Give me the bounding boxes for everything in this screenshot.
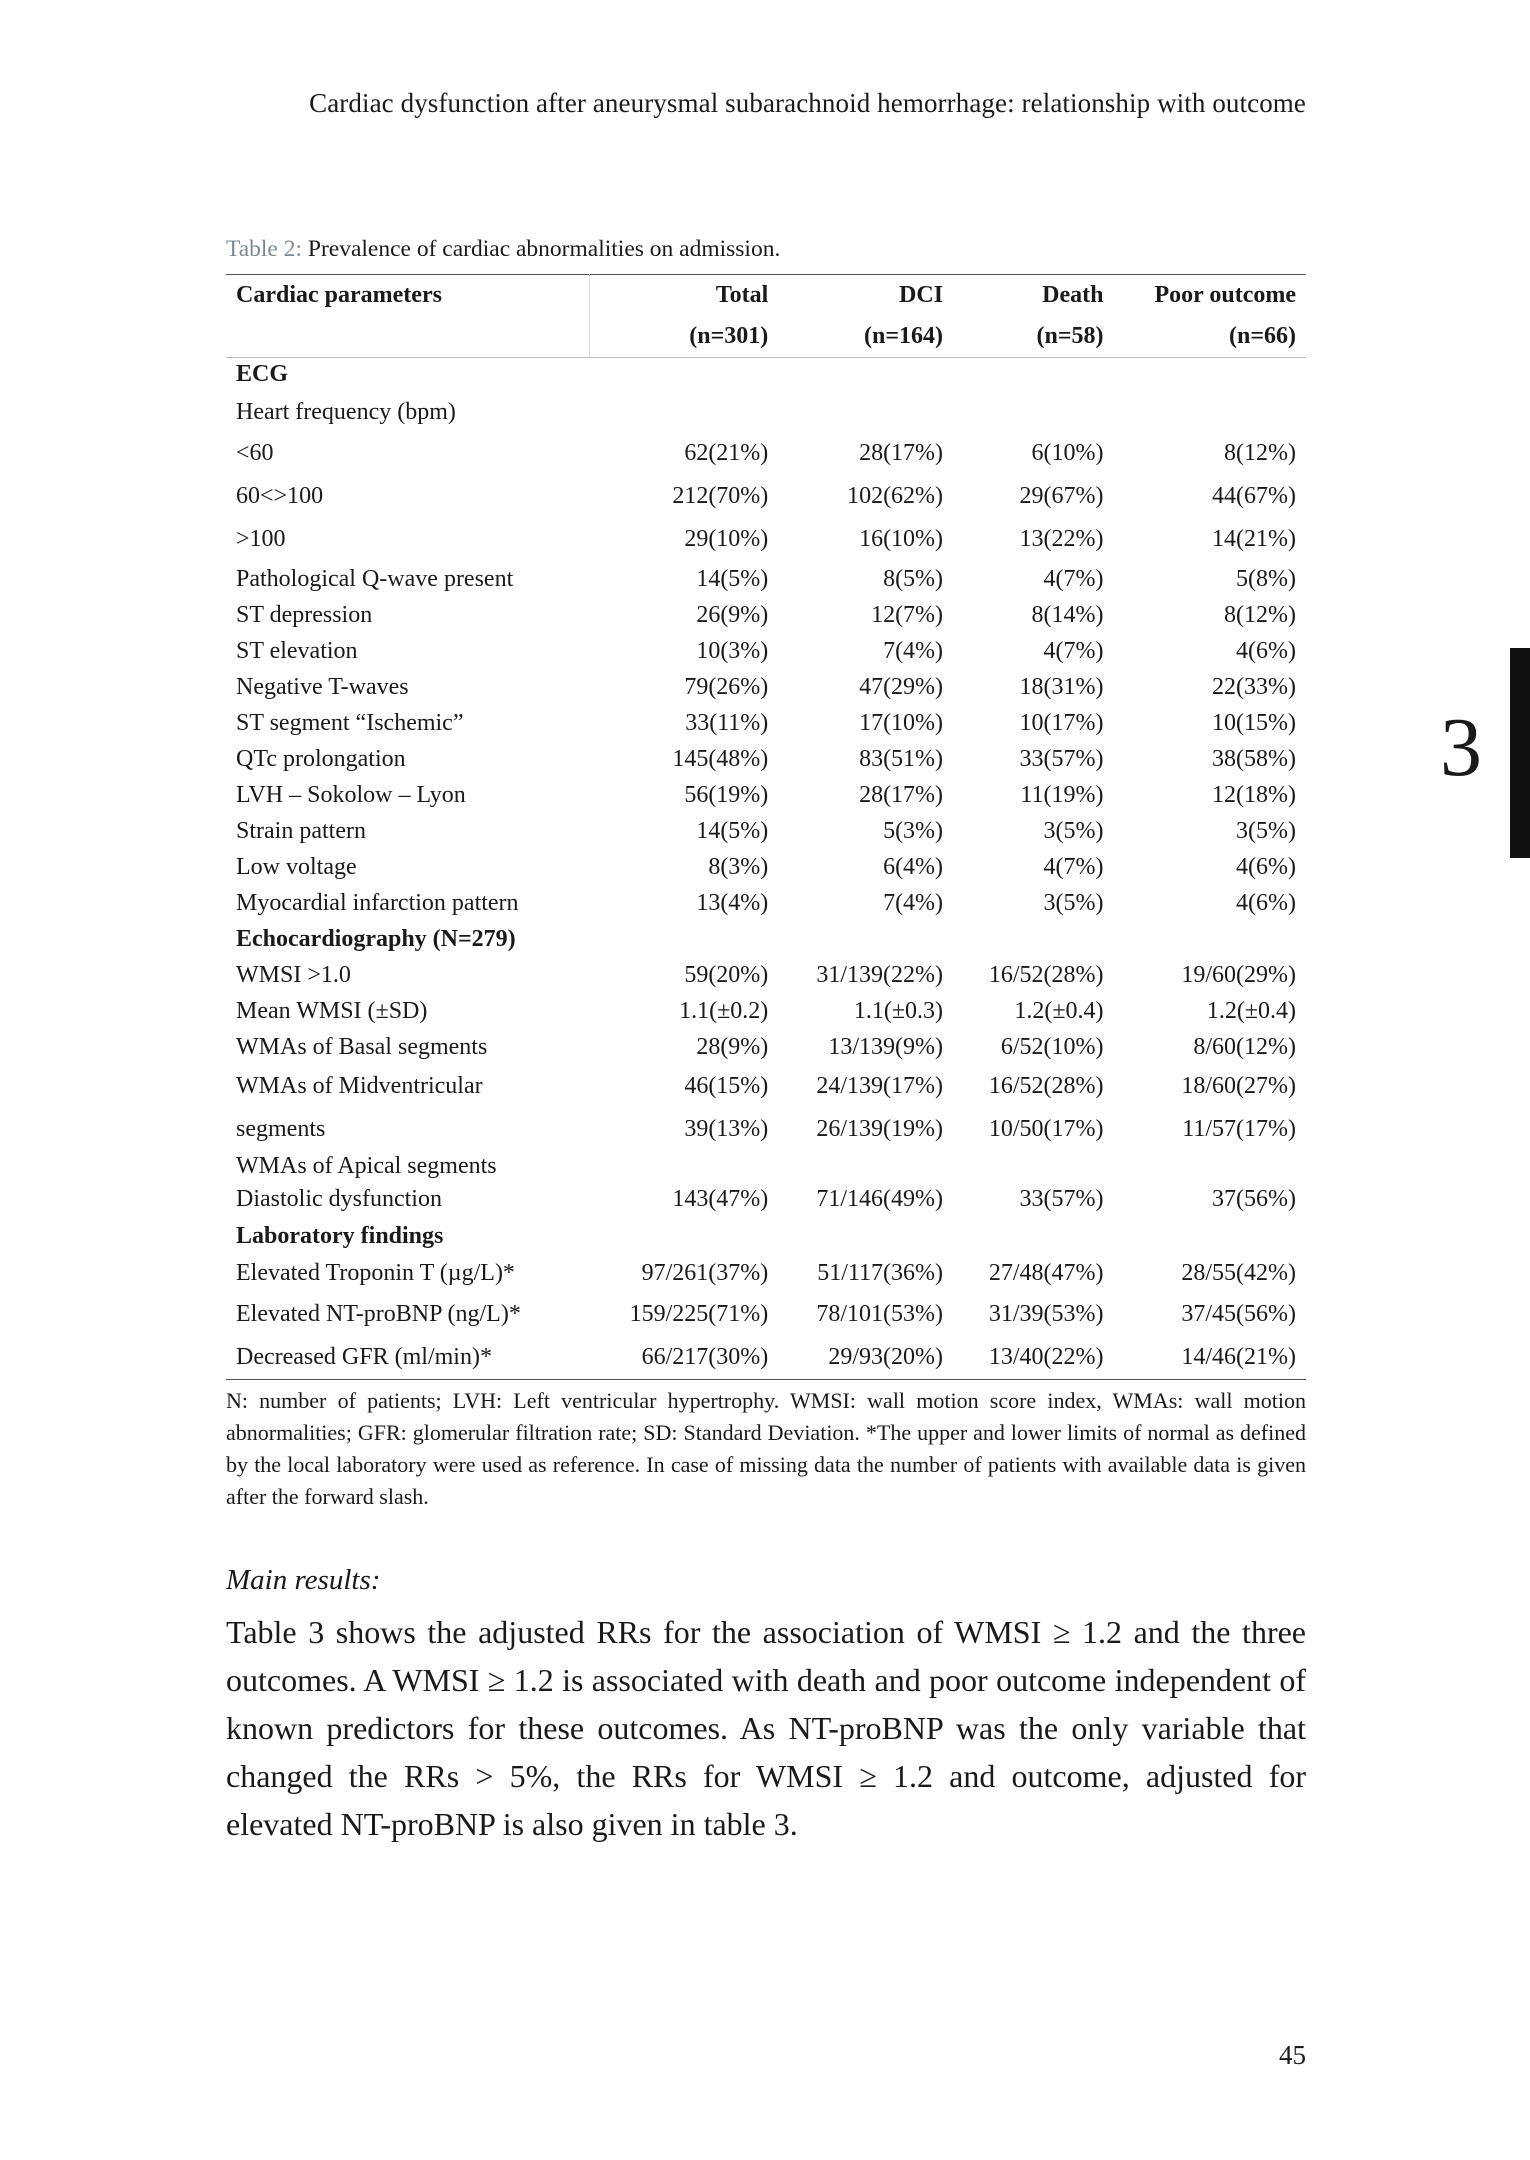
row-label: Laboratory findings — [236, 1222, 444, 1249]
table-caption — [226, 236, 780, 263]
row-value — [953, 1219, 1113, 1255]
row-label: Pathological Q-wave present — [236, 565, 514, 592]
table-row — [226, 1152, 1306, 1182]
table-row — [226, 433, 1306, 476]
row-value: 102(62%) — [847, 483, 944, 510]
row-label: WMAs of Midventricular — [236, 1073, 483, 1100]
table-row — [226, 742, 1306, 778]
subheader-total-n: (n=301) — [589, 317, 778, 358]
table-row — [226, 958, 1306, 994]
row-value: 33(11%) — [685, 709, 769, 736]
row-value: 18(31%) — [1019, 673, 1104, 700]
row-value: 10(15%) — [1212, 709, 1296, 736]
table-row — [226, 393, 1306, 433]
row-value: 47(29%) — [859, 673, 944, 700]
row-value: 18/60(27%) — [1181, 1073, 1296, 1100]
table-row — [226, 1294, 1306, 1337]
row-value — [778, 358, 953, 393]
row-value: 10/50(17%) — [988, 1116, 1104, 1143]
row-label: ST elevation — [236, 637, 358, 664]
row-value: 8(3%) — [708, 853, 769, 880]
row-value: 14/46(21%) — [1114, 1337, 1307, 1380]
row-label: <60 — [236, 440, 274, 467]
row-value: 6(4%) — [883, 853, 944, 880]
row-value: 5(8%) — [1236, 565, 1296, 592]
row-value: 29/93(20%) — [778, 1337, 953, 1380]
row-value: 24/139(17%) — [816, 1073, 944, 1100]
table-row — [226, 778, 1306, 814]
row-value: 33(57%) — [1019, 1186, 1104, 1213]
row-value: 78/101(53%) — [816, 1301, 944, 1328]
row-label: WMSI >1.0 — [236, 961, 351, 988]
section-subheading: Main results: — [226, 1564, 381, 1596]
row-label: segments — [236, 1116, 326, 1143]
table-row — [226, 1337, 1306, 1380]
row-value: 5(3%) — [883, 817, 944, 844]
row-value: 59(20%) — [684, 961, 769, 988]
page-number: 45 — [1279, 2040, 1306, 2070]
row-value: 6/52(10%) — [1000, 1033, 1104, 1060]
row-value — [778, 1219, 953, 1255]
table-body — [226, 358, 1306, 1380]
row-value: 11/57(17%) — [1182, 1116, 1296, 1143]
row-value: 6(10%) — [1031, 440, 1104, 467]
row-value: 1.1(±0.3) — [853, 997, 944, 1024]
row-value: 37(56%) — [1212, 1186, 1296, 1213]
row-label: Elevated Troponin T (µg/L)* — [236, 1260, 515, 1287]
row-value: 44(67%) — [1212, 483, 1296, 510]
table-row — [226, 886, 1306, 922]
table-caption-label: Table 2: — [226, 236, 303, 262]
subheader-death-n: (n=58) — [953, 317, 1113, 358]
row-value: 4(6%) — [1236, 853, 1296, 880]
row-value: 14(5%) — [696, 565, 769, 592]
row-value: 37/45(56%) — [1181, 1301, 1296, 1328]
row-value: 13(4%) — [696, 889, 769, 916]
row-label: 60<>100 — [236, 483, 324, 510]
row-value — [1114, 1219, 1307, 1255]
row-value: 13/40(22%) — [953, 1337, 1113, 1380]
row-value — [778, 1152, 953, 1182]
table-row — [226, 1255, 1306, 1294]
table-row — [226, 1182, 1306, 1219]
row-label: Decreased GFR (ml/min)* — [226, 1337, 589, 1380]
row-label: ST segment “Ischemic” — [236, 709, 464, 736]
running-head: Cardiac dysfunction after aneurysmal subarachnoid hemorrhage: relationship with outcome — [309, 88, 1306, 118]
row-value: 28/55(42%) — [1181, 1260, 1296, 1287]
row-value: 31/39(53%) — [988, 1301, 1104, 1328]
table-row — [226, 476, 1306, 519]
row-label: Negative T-waves — [236, 673, 409, 700]
row-value: 11(19%) — [1020, 781, 1104, 808]
row-value: 79(26%) — [684, 673, 769, 700]
header-total: Total — [589, 275, 778, 318]
row-value — [1114, 358, 1307, 393]
table-row — [226, 814, 1306, 850]
table-section-row — [226, 922, 1306, 958]
table-section-row — [226, 358, 1306, 393]
row-label: QTc prolongation — [236, 745, 406, 772]
row-value: 39(13%) — [684, 1116, 769, 1143]
row-label: ECG — [236, 361, 289, 388]
row-label: Myocardial infarction pattern — [236, 889, 519, 916]
row-value: 29(10%) — [684, 526, 769, 553]
row-value: 8/60(12%) — [1193, 1033, 1296, 1060]
table-footnote: N: number of patients; LVH: Left ventricular hypertrophy. WMSI: wall motion score index, WMAs: wall motion abnormalities; GFR: glomerular filtration rate; SD: Standard Deviation. *The upper and lower limits of normal as defined by the local laboratory were used as reference. In case of missing data the number of patients with available data is given after the forward slash. — [226, 1388, 1306, 1509]
row-value: 4(7%) — [1043, 565, 1104, 592]
row-value: 26(9%) — [696, 601, 769, 628]
table-row — [226, 598, 1306, 634]
row-value: 17(10%) — [859, 709, 944, 736]
row-value: 4(6%) — [1236, 889, 1296, 916]
row-value: 71/146(49%) — [816, 1186, 944, 1213]
row-value — [778, 922, 953, 958]
table-subheader-row — [226, 317, 1306, 358]
row-value: 14(5%) — [696, 817, 769, 844]
row-value — [1114, 922, 1307, 958]
row-label: Heart frequency (bpm) — [236, 398, 456, 425]
row-value: 1.1(±0.2) — [679, 997, 769, 1024]
subheader-poor-outcome-n: (n=66) — [1114, 317, 1307, 358]
row-value: 12(18%) — [1212, 781, 1296, 808]
row-value: 27/48(47%) — [988, 1260, 1104, 1287]
row-value: 8(12%) — [1224, 440, 1296, 467]
header-poor-outcome: Poor outcome — [1114, 275, 1307, 318]
row-value: 7(4%) — [883, 889, 944, 916]
row-value: 56(19%) — [684, 781, 769, 808]
row-value: 16/52(28%) — [988, 1073, 1104, 1100]
table-row — [226, 562, 1306, 598]
row-value: 10(17%) — [1019, 709, 1104, 736]
cardiac-abnormalities-table — [226, 274, 1306, 1380]
row-label: Echocardiography (N=279) — [236, 925, 516, 952]
row-value: 62(21%) — [684, 440, 769, 467]
row-label: Elevated NT-proBNP (ng/L)* — [236, 1301, 521, 1328]
table-row — [226, 1066, 1306, 1109]
table-caption-text: Prevalence of cardiac abnormalities on admission. — [302, 236, 781, 262]
subheader-dci-n: (n=164) — [778, 317, 953, 358]
header-death: Death — [953, 275, 1113, 318]
row-value: 143(47%) — [672, 1186, 769, 1213]
row-value: 12(7%) — [871, 601, 944, 628]
row-value: 22(33%) — [1212, 673, 1296, 700]
row-value — [589, 393, 778, 433]
row-value: 212(70%) — [672, 483, 769, 510]
row-value: 13/139(9%) — [828, 1033, 944, 1060]
table-section-row — [226, 1219, 1306, 1255]
row-value: 28(17%) — [859, 440, 944, 467]
row-value: 83(51%) — [859, 745, 944, 772]
row-label: Strain pattern — [236, 817, 366, 844]
row-value: 28(17%) — [859, 781, 944, 808]
row-label: Diastolic dysfunction — [236, 1186, 442, 1213]
row-value — [589, 1152, 778, 1182]
chapter-number: 3 — [1440, 701, 1482, 794]
row-value — [953, 922, 1113, 958]
row-value — [589, 1219, 778, 1255]
table-row — [226, 994, 1306, 1030]
row-value: 8(12%) — [1224, 601, 1296, 628]
row-value: 31/139(22%) — [816, 961, 944, 988]
row-value: 1.2(±0.4) — [1014, 997, 1104, 1024]
row-value: 26/139(19%) — [816, 1116, 944, 1143]
row-value: 29(67%) — [1019, 483, 1104, 510]
row-value: 1.2(±0.4) — [1206, 997, 1296, 1024]
row-value: 8(5%) — [883, 565, 944, 592]
row-value: 16/52(28%) — [988, 961, 1104, 988]
row-value: 10(3%) — [696, 637, 769, 664]
table-row — [226, 850, 1306, 886]
row-value — [778, 393, 953, 433]
row-value: 3(5%) — [1236, 817, 1296, 844]
table-row — [226, 706, 1306, 742]
row-value — [953, 358, 1113, 393]
row-label: Low voltage — [236, 853, 357, 880]
row-label: WMAs of Basal segments — [236, 1033, 488, 1060]
row-label: ST depression — [236, 601, 373, 628]
row-value: 159/225(71%) — [629, 1301, 769, 1328]
row-value: 145(48%) — [672, 745, 769, 772]
row-value: 4(7%) — [1043, 853, 1104, 880]
row-value — [1114, 1152, 1307, 1182]
table-row — [226, 519, 1306, 562]
row-value: 3(5%) — [1043, 817, 1104, 844]
row-value — [953, 1152, 1113, 1182]
row-value: 46(15%) — [684, 1073, 769, 1100]
row-label: LVH – Sokolow – Lyon — [236, 781, 466, 808]
row-value: 97/261(37%) — [641, 1260, 769, 1287]
row-value: 19/60(29%) — [1181, 961, 1296, 988]
row-value: 66/217(30%) — [589, 1337, 778, 1380]
row-value — [589, 358, 778, 393]
row-label: WMAs of Apical segments — [236, 1152, 497, 1179]
row-label: Mean WMSI (±SD) — [236, 997, 428, 1024]
body-paragraph: Table 3 shows the adjusted RRs for the association of WMSI ≥ 1.2 and the three outcomes. A WMSI ≥ 1.2 is associated with death and poor outcome independent of known predictors for these outcomes. As NT-proBNP was the only variable that changed the RRs > 5%, the RRs for WMSI ≥ 1.2 and outcome, adjusted for elevated NT-proBNP is also given in table 3. — [226, 1614, 1306, 1842]
row-value: 51/117(36%) — [817, 1260, 944, 1287]
row-value: 7(4%) — [883, 637, 944, 664]
row-value: 33(57%) — [1019, 745, 1104, 772]
header-cardiac-parameters: Cardiac parameters — [226, 275, 589, 318]
table-row — [226, 634, 1306, 670]
row-value: 3(5%) — [1043, 889, 1104, 916]
row-value: 14(21%) — [1212, 526, 1296, 553]
header-dci: DCI — [778, 275, 953, 318]
table-row — [226, 1030, 1306, 1066]
row-value: 4(6%) — [1236, 637, 1296, 664]
row-value: 8(14%) — [1031, 601, 1104, 628]
chapter-tab-marker — [1510, 648, 1530, 858]
row-value — [1114, 393, 1307, 433]
row-value: 28(9%) — [696, 1033, 769, 1060]
row-value: 16(10%) — [859, 526, 944, 553]
table-row — [226, 670, 1306, 706]
table-header-row — [226, 275, 1306, 318]
row-label: >100 — [236, 526, 286, 553]
row-value: 4(7%) — [1043, 637, 1104, 664]
row-value — [589, 922, 778, 958]
row-value: 38(58%) — [1212, 745, 1296, 772]
row-value: 13(22%) — [1019, 526, 1104, 553]
table-row — [226, 1109, 1306, 1152]
subheader-blank — [226, 317, 589, 358]
row-value — [953, 393, 1113, 433]
